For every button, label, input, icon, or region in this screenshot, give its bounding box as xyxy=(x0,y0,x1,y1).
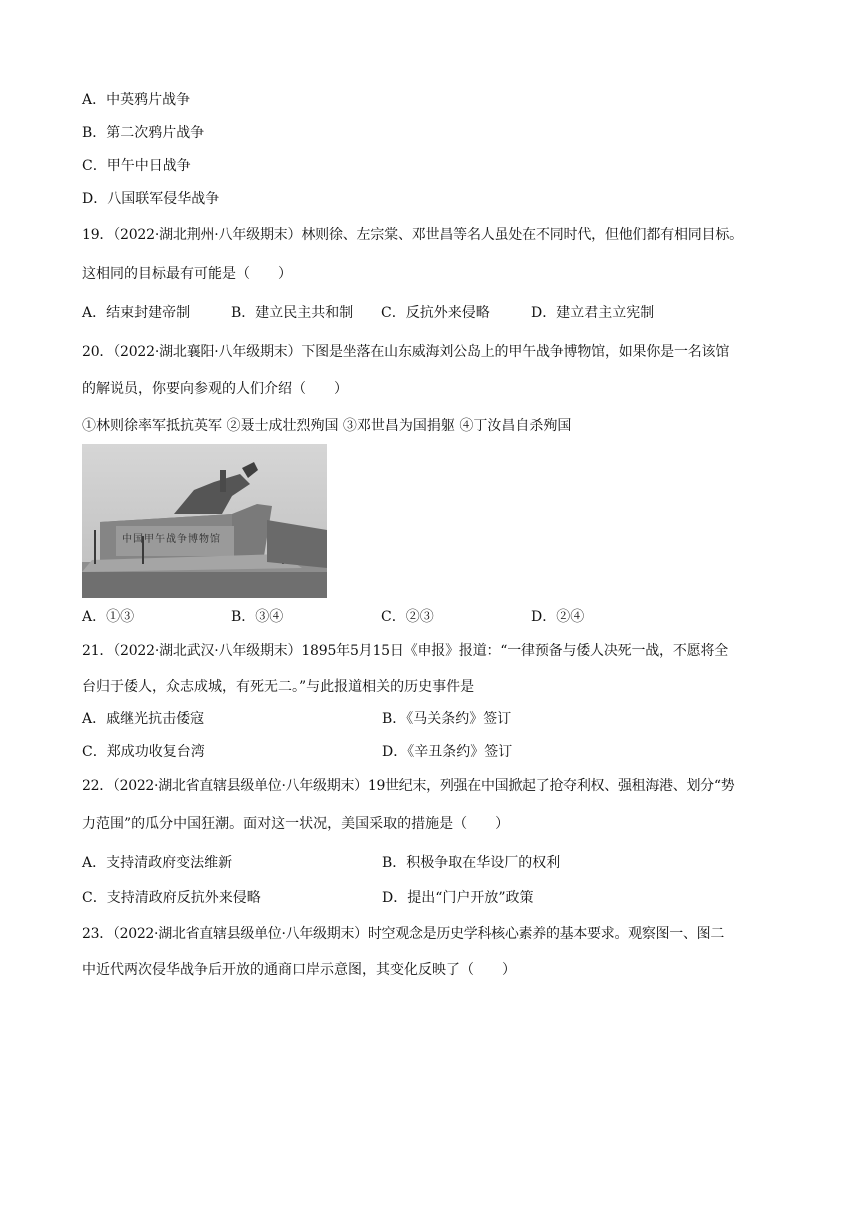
q20-option-d: D．②④ xyxy=(531,609,585,625)
q21-option-c: C．郑成功收复台湾 xyxy=(82,744,205,760)
q21-option-b: B．《马关条约》签订 xyxy=(382,711,512,727)
q20-stem-line2: 的解说员，你要向参观的人们介绍（ ） xyxy=(82,381,348,397)
q22-option-a: A．支持清政府变法维新 xyxy=(82,855,233,871)
q20-option-a: A．①③ xyxy=(82,609,135,625)
museum-photo-image xyxy=(82,444,327,598)
q19-option-b: B．建立民主共和制 xyxy=(231,305,354,321)
q22-stem-line1: 22．（2022·湖北省直辖县级单位·八年级期末）19世纪末，列强在中国掀起了抢夺利权、强租海港、划分“势 xyxy=(82,778,735,794)
q22-option-c: C．支持清政府反抗外来侵略 xyxy=(82,890,261,906)
museum-sign-text: 中国甲午战争博物馆 xyxy=(122,534,221,545)
q22-option-d: D．提出“门户开放”政策 xyxy=(382,890,534,906)
q19-option-d: D．建立君主立宪制 xyxy=(531,305,655,321)
q19-option-c: C．反抗外来侵略 xyxy=(381,305,490,321)
q18-option-b: B．第二次鸦片战争 xyxy=(82,125,205,141)
q23-stem-line1: 23．（2022·湖北省直辖县级单位·八年级期末）时空观念是历史学科核心素养的基本要求。观察图一、图二 xyxy=(82,926,725,942)
q20-stem-line1: 20．（2022·湖北襄阳·八年级期末）下图是坐落在山东威海刘公岛上的甲午战争博物馆，如果你是一名该馆 xyxy=(82,344,730,360)
q21-option-a: A．戚继光抗击倭寇 xyxy=(82,711,205,727)
q19-stem-line2: 这相同的目标最有可能是（ ） xyxy=(82,266,292,282)
q18-option-c: C．甲午中日战争 xyxy=(82,158,191,174)
q20-option-b: B．③④ xyxy=(231,609,284,625)
museum-photo xyxy=(82,444,327,598)
q21-option-d: D．《辛丑条约》签订 xyxy=(382,744,513,760)
q18-option-d: D．八国联军侵华战争 xyxy=(82,191,220,207)
q23-stem-line2: 中近代两次侵华战争后开放的通商口岸示意图，其变化反映了（ ） xyxy=(82,962,516,978)
q19-stem-line1: 19．（2022·湖北荆州·八年级期末）林则徐、左宗棠、邓世昌等名人虽处在不同时代，但他们都有相同目标。 xyxy=(82,227,743,243)
q22-stem-line2: 力范围”的瓜分中国狂潮。面对这一状况，美国采取的措施是（ ） xyxy=(82,816,510,832)
q21-stem-line2: 台归于倭人，众志成城，有死无二。”与此报道相关的历史事件是 xyxy=(82,679,475,695)
q22-option-b: B．积极争取在华设厂的权利 xyxy=(382,855,561,871)
q20-items: ①林则徐率军抵抗英军 ②聂士成壮烈殉国 ③邓世昌为国捐躯 ④丁汝昌自杀殉国 xyxy=(82,418,572,434)
q18-option-a: A．中英鸦片战争 xyxy=(82,92,191,108)
q19-option-a: A．结束封建帝制 xyxy=(82,305,191,321)
q21-stem-line1: 21．（2022·湖北武汉·八年级期末）1895年5月15日《申报》报道：“一律预备与倭人决死一战，不愿将全 xyxy=(82,643,729,659)
q20-option-c: C．②③ xyxy=(381,609,434,625)
